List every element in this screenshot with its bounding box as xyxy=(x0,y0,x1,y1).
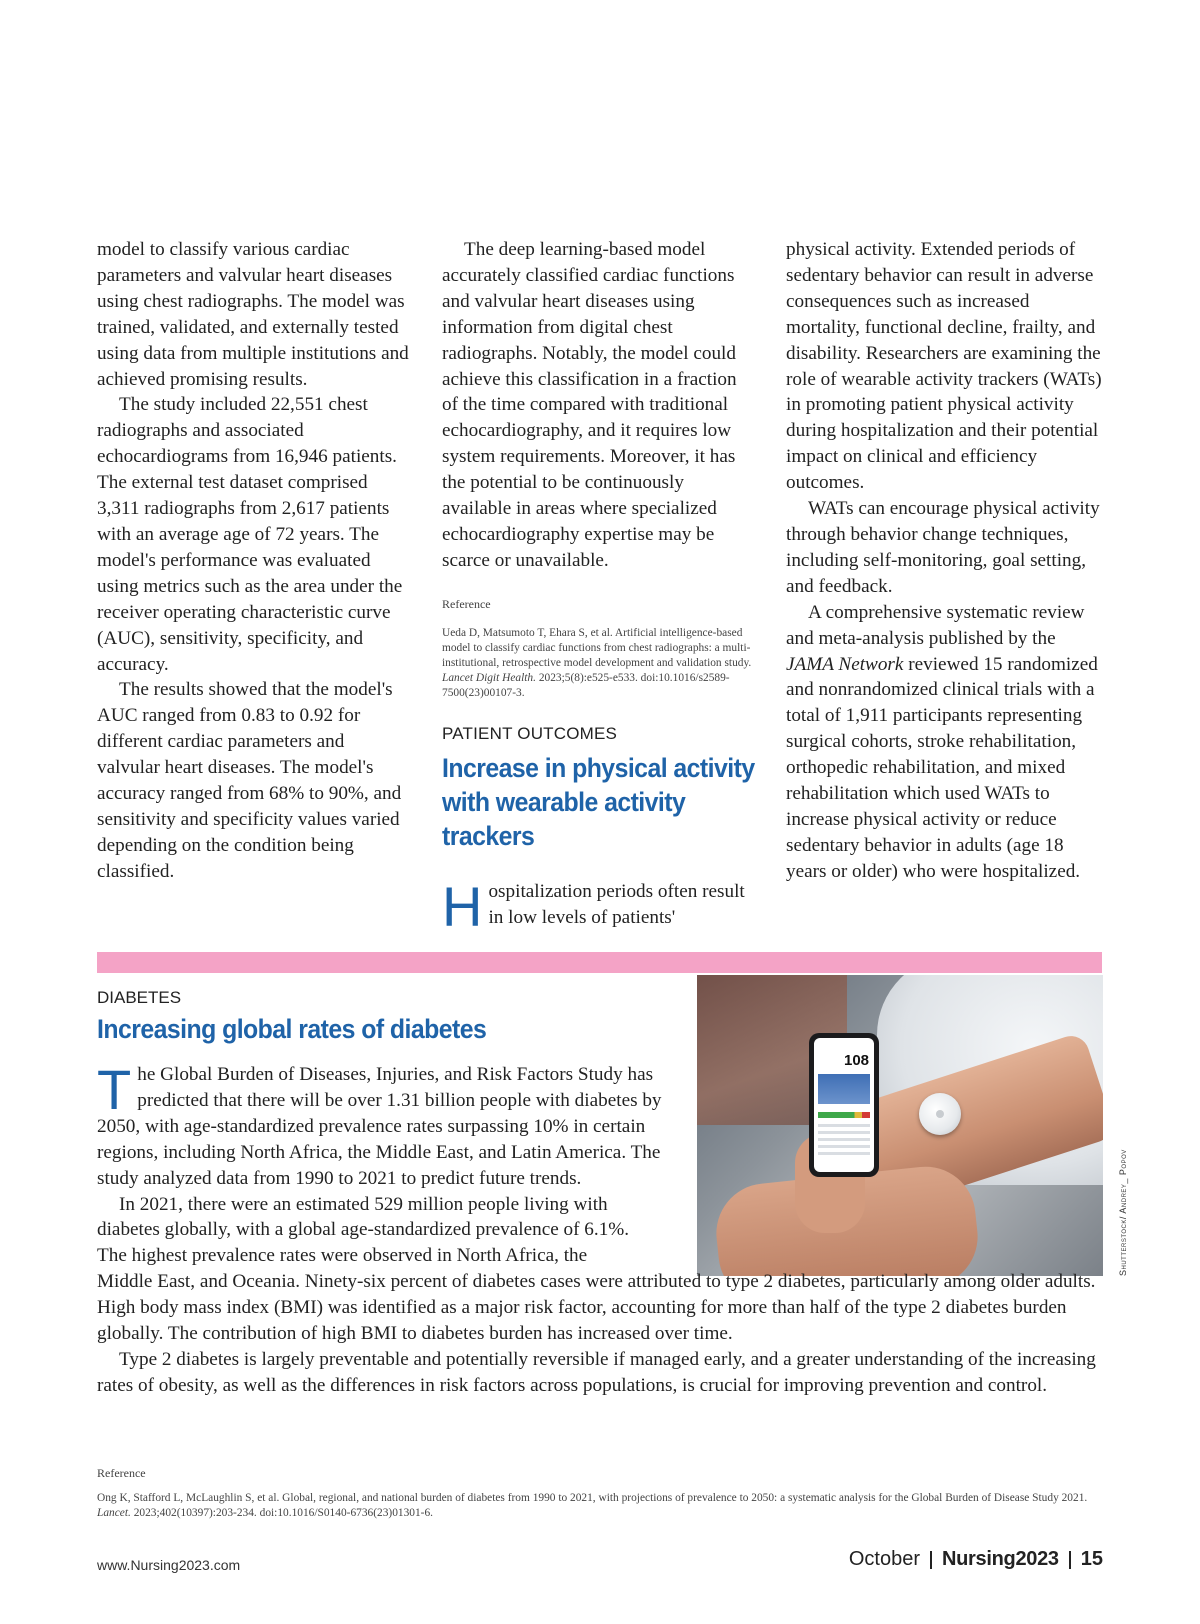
reference-text: Ong K, Stafford L, McLaughlin S, et al. Global, regional, and national burden of diabetes from 1990 to 2021, with projections of prevalence to 2050: a systematic analysis for the Global Burden of Disease Study 2021. Lancet. 2023;402(10397):203-234. doi:10.1016/S0140-6736(23)01301-6. xyxy=(97,1492,1088,1519)
body-paragraph: physical activity. Extended periods of sedentary behavior can result in adverse consequences such as increased mortality, functional decline, frailty, and disability. Researchers are examining the role of wearable activity trackers (WATs) in promoting patient physical activity during hospitalization and their potential impact on clinical and efficiency outcomes. xyxy=(786,239,1102,494)
body-paragraph: Middle East, and Oceania. Ninety-six percent of diabetes cases were attributed to type 2 diabetes, particularly among older adults. High body mass index (BMI) was identified as a major risk factor, accounting for more than half of the type 2 diabetes burden globally. The contribution of high BMI to diabetes burden has increased over time. xyxy=(97,1271,1096,1345)
section-divider xyxy=(97,952,1102,973)
footer-brand: Nursing2023 xyxy=(942,1548,1059,1570)
footer-website: www.Nursing2023.com xyxy=(97,1557,241,1573)
narrow-text-block xyxy=(97,1058,662,1269)
body-paragraph: The study included 22,551 chest radiographs and associated echocardiograms from 16,946 patients. The external test dataset comprised 3,311 radiographs from 2,617 patients with an average age of 72 years. The model's performance was evaluated using metrics such as the area under the receiver operating characteristic curve (AUC), sensitivity, specificity, and accuracy. xyxy=(97,394,403,675)
photo-credit: Shutterstock/ Andrey_ Popov xyxy=(1118,1149,1128,1276)
article-column-3 xyxy=(786,237,1102,885)
footer-month: October xyxy=(848,1548,920,1570)
footer-separator xyxy=(930,1551,932,1569)
reference-label: Reference xyxy=(97,1466,146,1480)
section-kicker: PATIENT OUTCOMES xyxy=(442,723,618,743)
lead-paragraph: The Global Burden of Diseases, Injuries, and Risk Factors Study has predicted that there will be over 1.31 billion people with diabetes by 2050, with age-standardized prevalence rates surpassing 10% in certain regions, including North Africa, the Middle East, and Latin America. The study analyzed data from 1990 to 2021 to predict future trends. xyxy=(97,1058,662,1189)
journal-name: Lancet. xyxy=(97,1507,131,1519)
drop-cap: T xyxy=(97,1058,132,1121)
body-paragraph: The deep learning-based model accurately classified cardiac functions and valvular heart diseases using information from digital chest radiographs. Notably, the model could achieve this classification in a fraction of the time compared with traditional echocardiography, and it requires low system requirements. Moreover, it has the potential to be continuously available in areas where specialized echocardiography expertise may be scarce or unavailable. xyxy=(442,239,737,571)
diabetes-reference xyxy=(97,1466,1102,1521)
article-headline: Increasing global rates of diabetes xyxy=(97,1014,487,1044)
journal-name: Lancet Digit Health. xyxy=(442,671,536,684)
footer-separator xyxy=(1069,1551,1071,1569)
body-paragraph: WATs can encourage physical activity through behavior change techniques, including self-monitoring, goal setting, and feedback. xyxy=(786,498,1100,597)
body-paragraph: A comprehensive systematic review and meta-analysis published by the JAMA Network reviewed 15 randomized and nonrandomized clinical trials with a total of 1,911 participants representing surgical cohorts, stroke rehabilitation, orthopedic rehabilitation, and mixed rehabilitation which used WATs to increase physical activity or reduce sedentary behavior in adults (age 18 years or older) who were hospitalized. xyxy=(786,601,1098,882)
glucose-reading: 108 xyxy=(844,1052,870,1069)
drop-cap: H xyxy=(442,874,483,938)
article-column-1 xyxy=(97,237,409,885)
page-number: 15 xyxy=(1080,1548,1103,1570)
body-paragraph: In 2021, there were an estimated 529 million people living with diabetes globally, with a global age-standardized prevalence of 6.1%. The highest prevalence rates were observed in North Africa, the xyxy=(97,1193,630,1267)
lead-paragraph: Hospitalization periods often result in low levels of patients' xyxy=(442,874,745,938)
journal-name: JAMA Network xyxy=(786,653,904,675)
article-column-2 xyxy=(442,237,755,938)
body-paragraph: The results showed that the model's AUC ranged from 0.83 to 0.92 for different cardiac parameters and valvular heart diseases. The model's accuracy ranged from 68% to 90%, and sensitivity and specificity values varied depending on the condition being classified. xyxy=(97,679,402,882)
reference-label: Reference xyxy=(442,596,491,611)
article-headline: Increase in physical activity with wearable activity trackers xyxy=(442,752,755,851)
footer-folio xyxy=(849,1548,1103,1571)
reference-text: Ueda D, Matsumoto T, Ehara S, et al. Artificial intelligence-based model to classify cardiac functions from chest radiographs: a multi-institutional, retrospective model development and validation study. Lancet Digit Health. 2023;5(8):e525-e533. doi:10.1016/s2589-7500(23)00107-3. xyxy=(442,626,752,699)
body-paragraph: Type 2 diabetes is largely preventable and potentially reversible if managed early, and a greater understanding of the increasing rates of obesity, as well as the differences in risk factors across populations, is crucial for improving prevention and control. xyxy=(97,1348,1096,1396)
body-paragraph: model to classify various cardiac parameters and valvular heart diseases using chest radiographs. The model was trained, validated, and externally tested using data from multiple institutions and achieved promising results. xyxy=(97,239,409,390)
section-kicker: DIABETES xyxy=(97,988,182,1007)
